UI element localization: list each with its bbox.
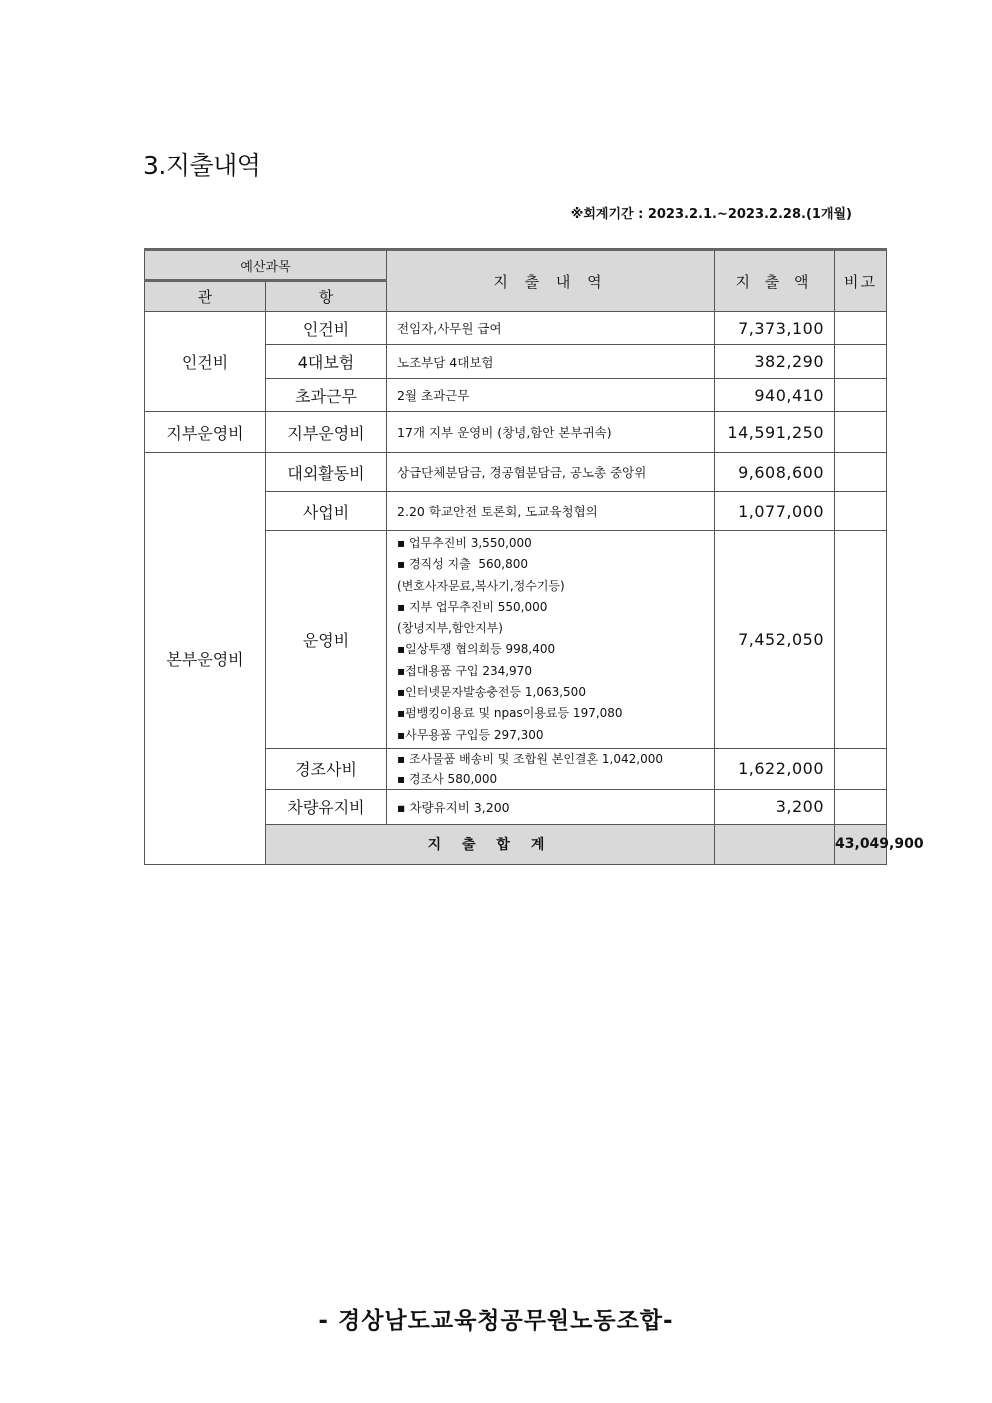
header-budget-item: 예산과목 xyxy=(145,250,387,281)
note-cell xyxy=(835,492,887,531)
detail-cell: ▪ 차량유지비 3,200 xyxy=(387,789,715,824)
organization-footer: - 경상남도교육청공무원노동조합- xyxy=(318,1308,674,1334)
detail-cell: 노조부담 4대보험 xyxy=(387,345,715,379)
hang-cell: 4대보험 xyxy=(266,345,387,379)
header-gwan: 관 xyxy=(145,281,266,312)
group-hq: 본부운영비 xyxy=(145,453,266,865)
total-detail-cell xyxy=(715,824,835,864)
amount-cell: 1,077,000 xyxy=(715,492,835,531)
detail-line: ▪ 업무추진비 3,550,000 xyxy=(397,536,532,550)
detail-line: ▪ 경조사 580,000 xyxy=(397,771,498,786)
detail-cell: 상급단체분담금, 경공협분담금, 공노총 중앙위 xyxy=(387,453,715,492)
total-amount: 43,049,900 xyxy=(835,824,887,864)
table-row xyxy=(145,412,887,453)
group-labor: 인건비 xyxy=(145,312,266,412)
detail-line: ▪일상투쟁 협의회등 998,400 xyxy=(397,642,556,657)
amount-cell: 940,410 xyxy=(715,379,835,412)
table-row xyxy=(145,312,887,345)
detail-list-cell xyxy=(387,748,715,789)
detail-line: (창녕지부,함안지부) xyxy=(397,621,503,636)
hang-cell: 지부운영비 xyxy=(266,412,387,453)
detail-cell: 전임자,사무원 급여 xyxy=(387,312,715,345)
note-cell xyxy=(835,748,887,789)
table-row xyxy=(145,453,887,492)
total-label: 지 출 합 계 xyxy=(266,824,715,864)
header-amount: 지 출 액 xyxy=(715,250,835,312)
hang-cell: 인건비 xyxy=(266,312,387,345)
hang-cell: 경조사비 xyxy=(266,748,387,789)
amount-cell: 3,200 xyxy=(715,789,835,824)
detail-line: ▪ 조사물품 배송비 및 조합원 본인결혼 1,042,000 xyxy=(397,751,663,766)
accounting-period: ※회계기간 : 2023.2.1.~2023.2.28.(1개월) xyxy=(570,207,852,222)
detail-list-cell xyxy=(387,531,715,749)
detail-cell: 17개 지부 운영비 (창녕,함안 본부귀속) xyxy=(387,412,715,453)
detail-line: ▪사무용품 구입등 297,300 xyxy=(397,727,544,742)
note-cell xyxy=(835,379,887,412)
detail-cell: 2월 초과근무 xyxy=(387,379,715,412)
amount-cell: 382,290 xyxy=(715,345,835,379)
amount-cell: 9,608,600 xyxy=(715,453,835,492)
hang-cell: 초과근무 xyxy=(266,379,387,412)
expenditure-table xyxy=(144,248,924,865)
hang-cell: 차량유지비 xyxy=(266,789,387,824)
hang-cell: 사업비 xyxy=(266,492,387,531)
header-hang: 항 xyxy=(266,281,387,312)
note-cell xyxy=(835,453,887,492)
note-cell xyxy=(835,789,887,824)
detail-line: ▪인터넷문자발송충전등 1,063,500 xyxy=(397,685,586,700)
detail-cell: 2.20 학교안전 토론회, 도교육청협의 xyxy=(387,492,715,531)
detail-line: ▪ 지부 업무추진비 550,000 xyxy=(397,599,548,614)
note-cell xyxy=(835,345,887,379)
amount-cell: 1,622,000 xyxy=(715,748,835,789)
detail-line: ▪펌뱅킹이용료 및 npas이용료등 197,080 xyxy=(397,706,623,721)
detail-line: (변호사자문료,복사기,정수기등) xyxy=(397,578,565,593)
amount-cell: 14,591,250 xyxy=(715,412,835,453)
header-detail: 지 출 내 역 xyxy=(387,250,715,312)
header-note: 비고 xyxy=(835,250,887,312)
amount-cell: 7,452,050 xyxy=(715,531,835,749)
detail-line: ▪ 경직성 지출 560,800 xyxy=(397,557,528,572)
header-row-1 xyxy=(145,250,887,281)
hang-cell: 대외활동비 xyxy=(266,453,387,492)
note-cell xyxy=(835,312,887,345)
hang-cell: 운영비 xyxy=(266,531,387,749)
note-cell xyxy=(835,412,887,453)
page-title: 3.지출내역 xyxy=(143,151,261,180)
detail-line: ▪접대용품 구입 234,970 xyxy=(397,663,532,678)
group-branch: 지부운영비 xyxy=(145,412,266,453)
note-cell xyxy=(835,531,887,749)
amount-cell: 7,373,100 xyxy=(715,312,835,345)
